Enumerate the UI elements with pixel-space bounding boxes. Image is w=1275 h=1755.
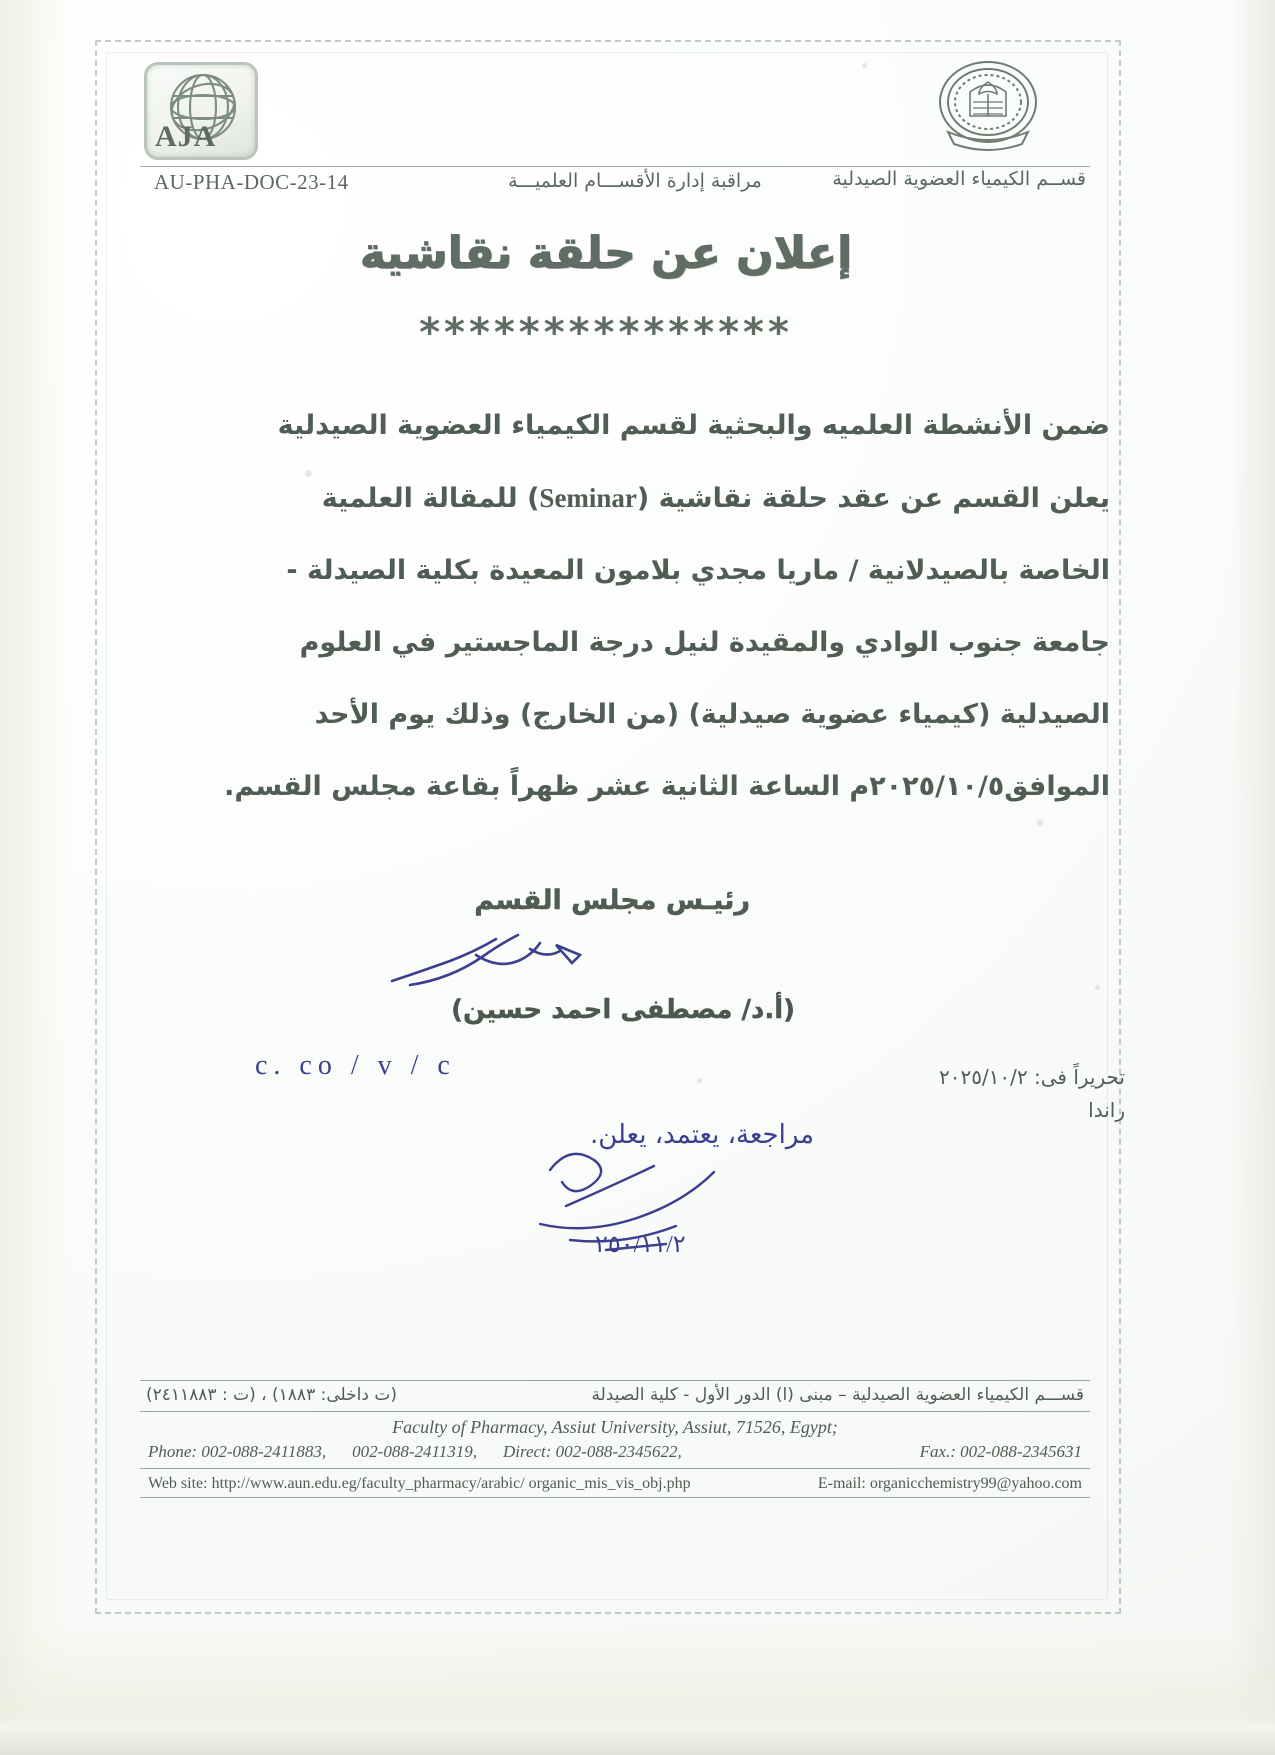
document-code: AU-PHA-DOC-23-14 (154, 170, 349, 194)
title-star-divider: *************** (419, 310, 793, 356)
document-header (140, 58, 1090, 193)
page-title: إعلان عن حلقة نقاشية (359, 228, 853, 279)
signature-name: (أ.د/ مصطفى احمد حسين) (451, 995, 795, 1025)
header-divider (140, 166, 1090, 167)
footer-phone-row (140, 1440, 1090, 1468)
issue-date: تحريراً فى: ٢٠٢٥/١٠/٢ (938, 1065, 1125, 1089)
body-line-4: جامعة جنوب الوادي والمقيدة لنيل درجة الماجستير في العلوم (299, 627, 1110, 658)
body-line-2-seminar: Seminar (539, 483, 637, 513)
scan-bottom-strip (0, 1715, 1275, 1755)
body-line-3: الخاصة بالصيدلانية / ماريا مجدي بلامون المعيدة بكلية الصيدلة - (286, 555, 1110, 586)
header-center-label: مراقبة إدارة الأقســـام العلميـــة (508, 170, 762, 192)
handwritten-date-2: ٢٥٠/١١/٢ (595, 1232, 686, 1258)
announcement-body (150, 390, 1110, 823)
body-line-2-part-b: ) للمقالة العلمية (321, 483, 540, 514)
footer-phones-ar: (ت داخلى: ١٨٨٣) ، (ت : ٢٤١١٨٨٣) (146, 1385, 397, 1405)
footer-fax: Fax.: 002-088-2345631 (919, 1442, 1082, 1461)
aja-wordmark: AJA (155, 120, 217, 153)
footer-email[interactable]: E-mail: organicchemistry99@yahoo.com (817, 1475, 1082, 1492)
body-line-6: الموافق٢٠٢٥/١٠/٥م الساعة الثانية عشر ظهراً بقاعة مجلس القسم. (224, 771, 1110, 802)
body-line-5: الصيدلية (كيمياء عضوية صيدلية) (من الخارج) وذلك يوم الأحد (314, 699, 1110, 730)
footer-department-ar: قســـم الكيمياء العضوية الصيدلية – مبنى (ا) الدور الأول - كلية الصيدلة (591, 1385, 1084, 1405)
aja-logo (144, 62, 258, 160)
footer-phone: Phone: 002-088-2411883, (148, 1442, 327, 1461)
signature-title: رئيـس مجلس القسم (474, 885, 750, 916)
footer-website[interactable]: Web site: http://www.aun.edu.eg/faculty_pharmacy/arabic/ organic_mis_vis_obj.php (148, 1475, 691, 1492)
handwritten-note: مراجعة، يعتمد، يعلن. (590, 1120, 815, 1150)
scan-speck (1095, 985, 1100, 990)
body-line-2-part-a: يعلن القسم عن عقد حلقة نقاشية ( (636, 483, 1110, 514)
page-border-inner (106, 52, 1108, 1600)
footer-direct: Direct: 002-088-2345622, (502, 1442, 682, 1461)
university-seal-icon (932, 58, 1044, 154)
footer-rule-bottom (140, 1468, 1090, 1469)
footer-arabic-row (140, 1381, 1090, 1411)
handwritten-date-1: c. co / v / c (255, 1050, 456, 1081)
footer-address-en: Faculty of Pharmacy, Assiut University, Assiut, 71526, Egypt; (392, 1417, 838, 1437)
body-line-1: ضمن الأنشطة العلميه والبحثية لقسم الكيمياء العضوية الصيدلية (277, 410, 1110, 441)
scan-edge-left (0, 0, 70, 1755)
footer-rule-last (140, 1497, 1090, 1498)
footer-web-row (140, 1469, 1090, 1497)
header-department-label: قســم الكيمياء العضوية الصيدلية (832, 168, 1086, 190)
scan-speck (697, 1078, 702, 1083)
issue-author: راندا (1088, 1098, 1125, 1122)
scan-edge-right (1229, 0, 1275, 1755)
body-line-2 (150, 462, 1110, 535)
footer-phone-2: 002-088-2411319, (352, 1442, 477, 1461)
document-footer (140, 1380, 1090, 1498)
footer-rule-mid (140, 1411, 1090, 1412)
